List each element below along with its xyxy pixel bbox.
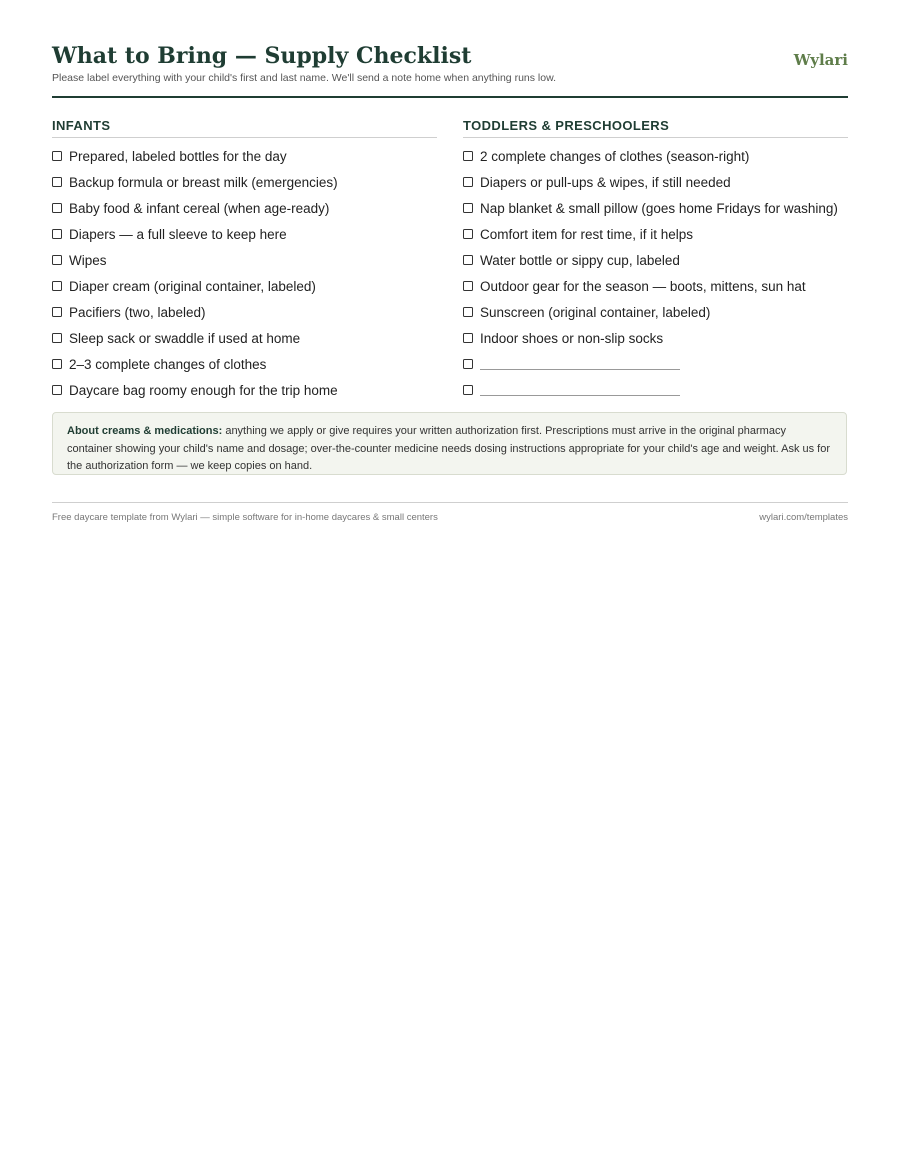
- item-label: Wipes: [69, 252, 107, 268]
- checkbox[interactable]: [52, 307, 62, 317]
- checkbox[interactable]: [52, 333, 62, 343]
- note-text: anything we apply or give requires your written authorization first. Prescriptions must arrive in the original pharmacy container showing your child's name and dosage; over-the-counter medicine needs dosing instructions appropriate for your child's age and weight. Ask us for the authorization form — we keep copies on hand.: [67, 425, 831, 472]
- footer-credit: Free daycare template from Wylari — simple software for in-home daycares & small centers: [52, 512, 438, 523]
- checkbox[interactable]: [463, 307, 473, 317]
- item-label: Diaper cream (original container, labeled): [69, 278, 316, 294]
- checkbox[interactable]: [463, 359, 473, 369]
- item-label: Prepared, labeled bottles for the day: [69, 148, 287, 164]
- write-in-line[interactable]: [480, 369, 680, 370]
- toddlers-list: [463, 143, 848, 403]
- item-label: Indoor shoes or non-slip socks: [480, 330, 664, 346]
- list-item: [52, 325, 437, 351]
- list-item: [52, 273, 437, 299]
- infants-section: [52, 118, 437, 403]
- item-label: Diapers or pull-ups & wipes, if still needed: [480, 174, 731, 190]
- checkbox[interactable]: [52, 203, 62, 213]
- list-item: [52, 299, 437, 325]
- medication-note: [52, 412, 847, 475]
- list-item: [463, 247, 848, 273]
- list-item: [52, 351, 437, 377]
- infants-heading: INFANTS: [52, 118, 437, 138]
- list-item: [463, 325, 848, 351]
- list-item: [52, 169, 437, 195]
- checkbox[interactable]: [463, 333, 473, 343]
- checkbox[interactable]: [52, 255, 62, 265]
- item-label: Sunscreen (original container, labeled): [480, 304, 711, 320]
- blank-list-item: [463, 377, 848, 403]
- checkbox[interactable]: [52, 177, 62, 187]
- item-label: Sleep sack or swaddle if used at home: [69, 330, 301, 346]
- item-label: Diapers — a full sleeve to keep here: [69, 226, 287, 242]
- item-label: Water bottle or sippy cup, labeled: [480, 252, 680, 268]
- infants-list: [52, 143, 437, 403]
- item-label: Comfort item for rest time, if it helps: [480, 226, 694, 242]
- checkbox[interactable]: [52, 229, 62, 239]
- item-label: 2–3 complete changes of clothes: [69, 356, 267, 372]
- checkbox[interactable]: [52, 385, 62, 395]
- checkbox[interactable]: [463, 151, 473, 161]
- list-item: [52, 195, 437, 221]
- note-label: About creams & medications:: [67, 425, 223, 437]
- page-header: [52, 40, 848, 98]
- item-label: Pacifiers (two, labeled): [69, 304, 206, 320]
- list-item: [52, 247, 437, 273]
- item-label: Backup formula or breast milk (emergencies): [69, 174, 338, 190]
- list-item: [463, 143, 848, 169]
- checkbox[interactable]: [463, 281, 473, 291]
- blank-list-item: [463, 351, 848, 377]
- toddlers-heading: TODDLERS & PRESCHOOLERS: [463, 118, 848, 138]
- checkbox[interactable]: [463, 177, 473, 187]
- brand-logo: Wylari: [793, 51, 848, 69]
- list-item: [52, 143, 437, 169]
- list-item: [463, 169, 848, 195]
- item-label: Outdoor gear for the season — boots, mittens, sun hat: [480, 278, 806, 294]
- page-footer: [52, 502, 848, 525]
- item-label: Nap blanket & small pillow (goes home Fridays for washing): [480, 200, 838, 216]
- list-item: [463, 273, 848, 299]
- checkbox[interactable]: [463, 255, 473, 265]
- footer-link[interactable]: wylari.com/templates: [759, 512, 848, 523]
- toddlers-section: [463, 118, 848, 403]
- item-label: Baby food & infant cereal (when age-ready): [69, 200, 330, 216]
- checkbox[interactable]: [52, 359, 62, 369]
- checkbox[interactable]: [52, 281, 62, 291]
- page-subtitle: Please label everything with your child's first and last name. We'll send a note home when anything runs low.: [52, 72, 557, 84]
- list-item: [463, 221, 848, 247]
- checkbox[interactable]: [463, 203, 473, 213]
- checkbox[interactable]: [52, 151, 62, 161]
- list-item: [52, 221, 437, 247]
- item-label: 2 complete changes of clothes (season-right): [480, 148, 750, 164]
- page-title: What to Bring — Supply Checklist: [52, 43, 472, 69]
- list-item: [463, 299, 848, 325]
- checklist-page: [52, 40, 848, 523]
- list-item: [463, 195, 848, 221]
- checkbox[interactable]: [463, 385, 473, 395]
- checkbox[interactable]: [463, 229, 473, 239]
- item-label: Daycare bag roomy enough for the trip home: [69, 382, 338, 398]
- write-in-line[interactable]: [480, 395, 680, 396]
- list-item: [52, 377, 437, 403]
